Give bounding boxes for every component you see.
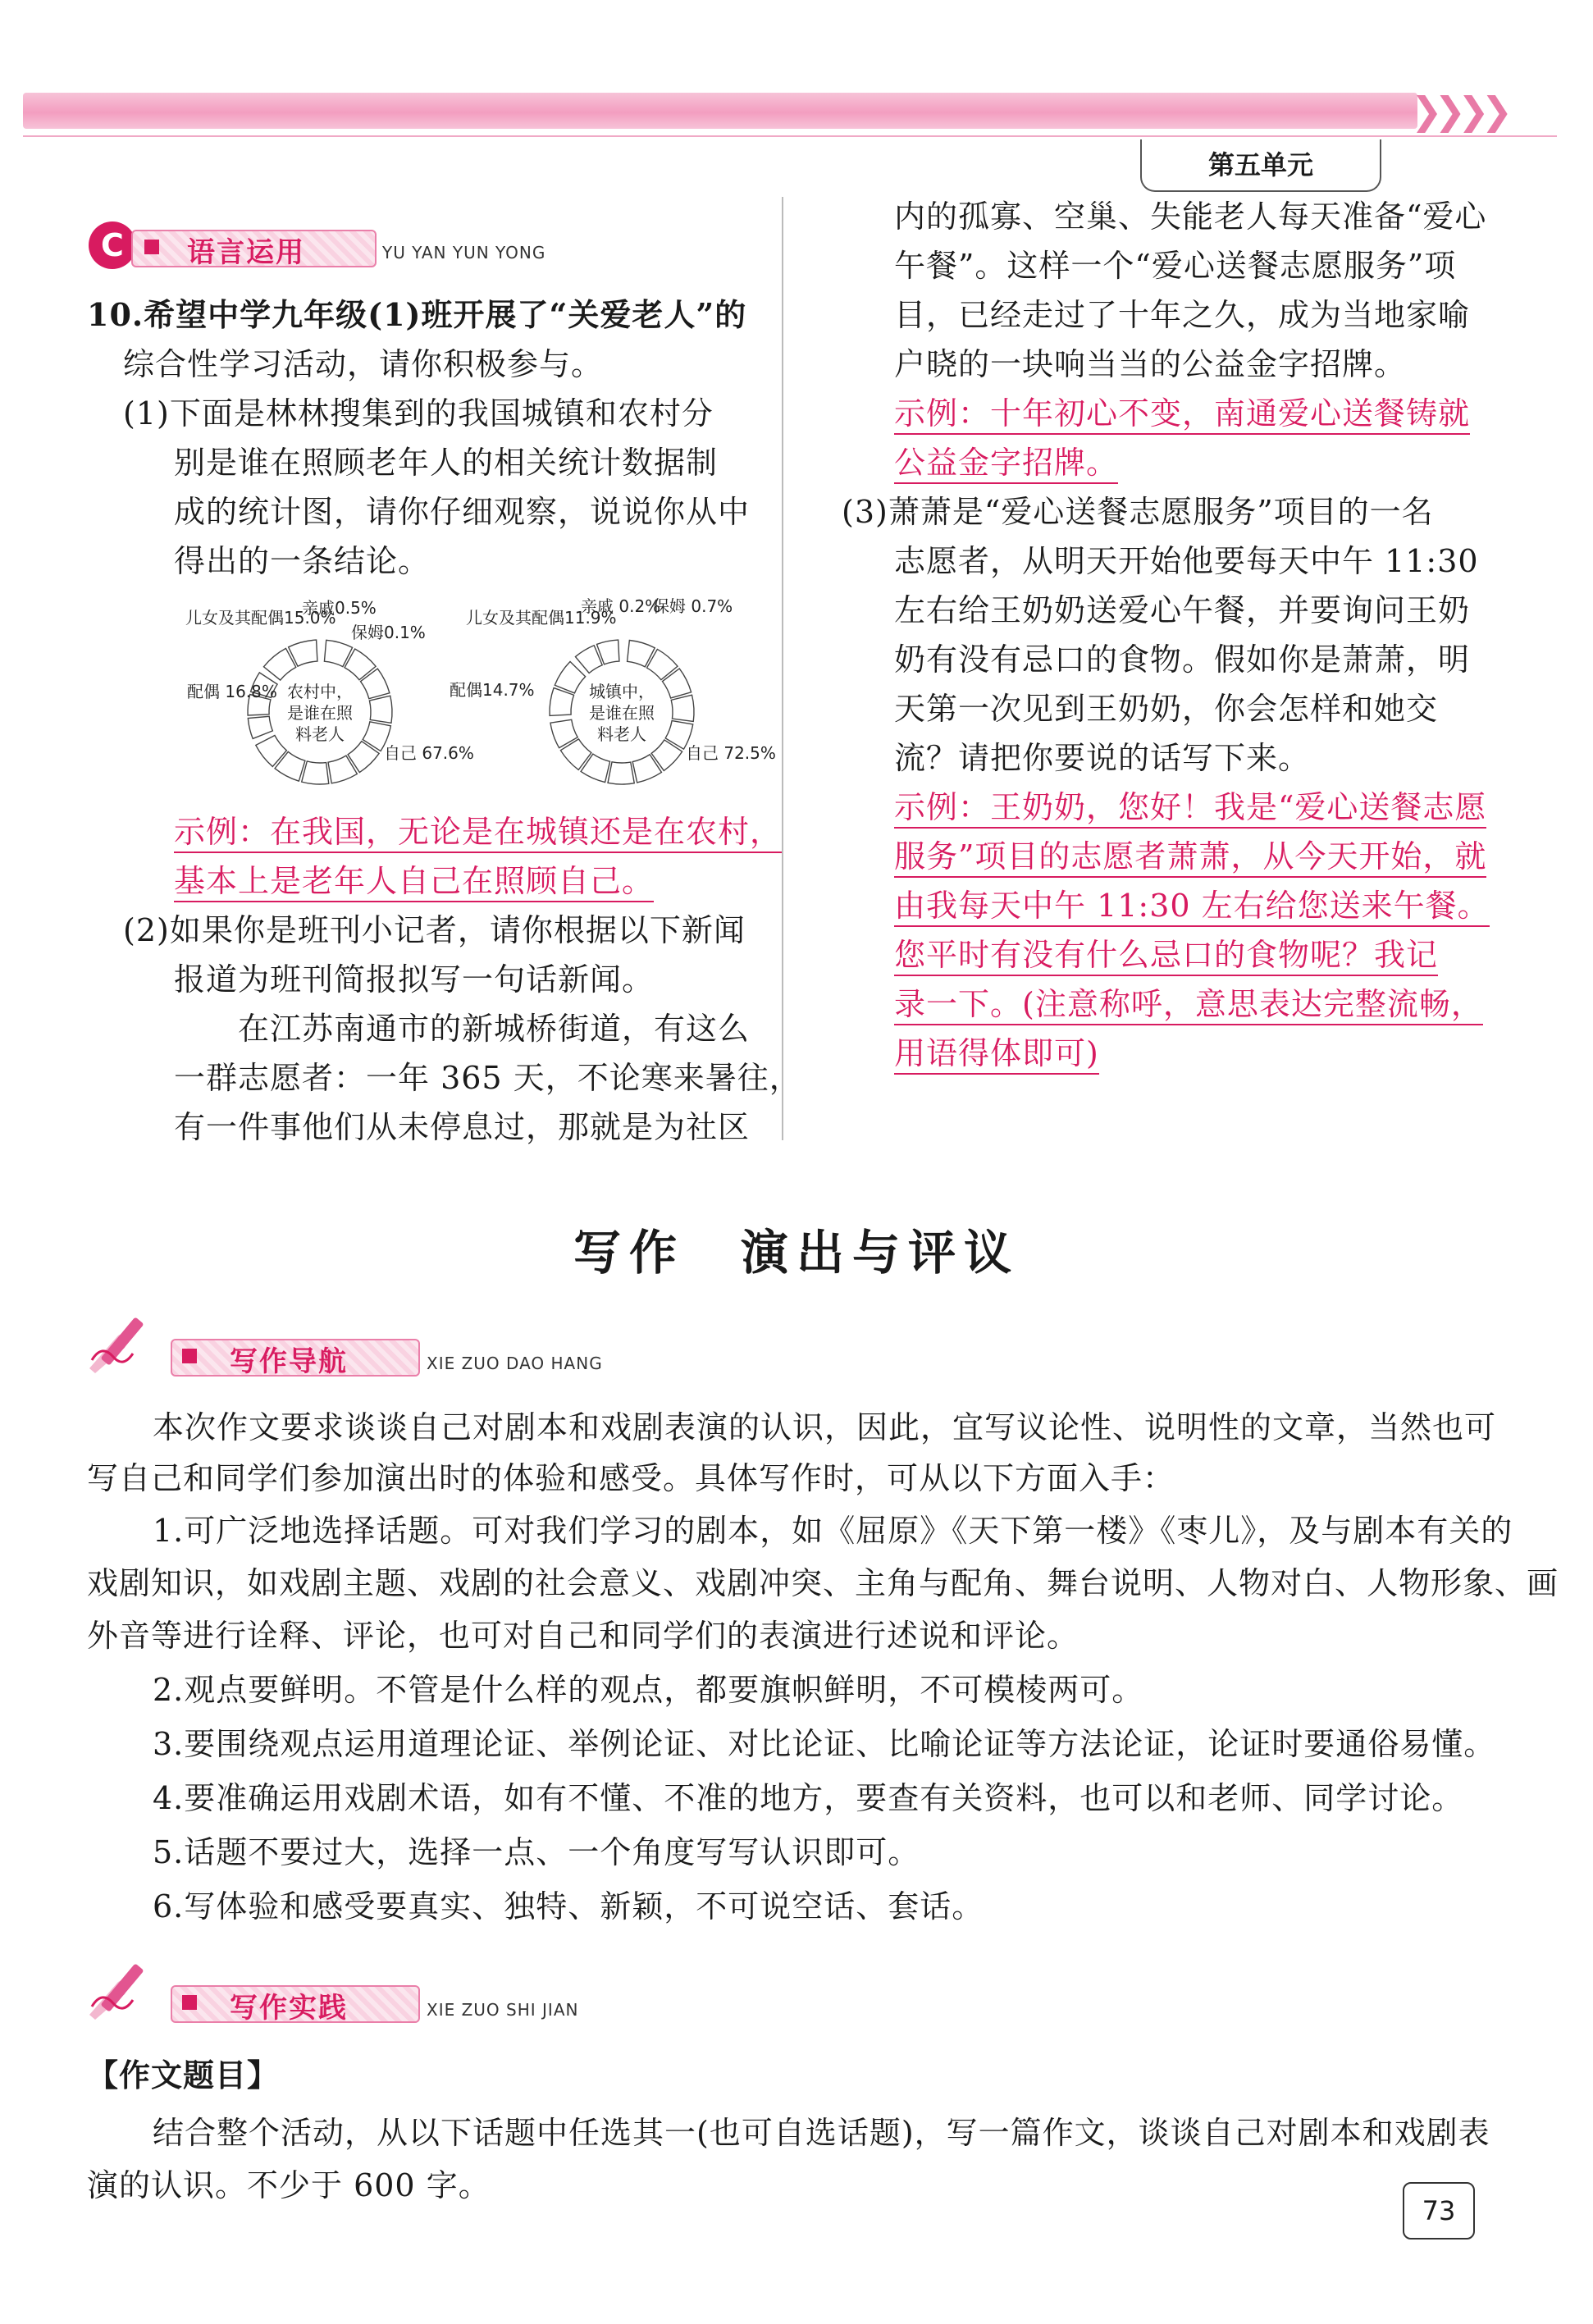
guide-line-4: 戏剧知识，如戏剧主题、戏剧的社会意义、戏剧冲突、主角与配角、舞台说明、人物对白、人物形象、画 [87,1565,1559,1601]
guide-line-9: 5.话题不要过大，选择一点、一个角度写写认识即可。 [153,1834,920,1870]
guide-tag-label: 写作导航 [230,1345,348,1378]
urban-center-label-2: 是谁在照 [589,703,655,723]
urban-donut-chart [450,591,776,804]
q10-p1-line-3: 成的统计图，请你仔细观察，说说你从中 [174,494,751,530]
column-divider [782,197,783,1140]
q10-p3-answer-4 [894,930,1438,979]
q10-p3-line-5: 天第一次见到王奶奶，你会怎样和她交 [894,691,1439,727]
q10-p1-answer-1 [174,807,782,856]
urban-center-label-3: 料老人 [597,724,646,744]
urban-label-relatives: 亲戚 0.2% [581,596,661,616]
news-right-line-1: 内的孤寡、空巢、失能老人每天准备“爱心 [894,199,1487,235]
q10-p2-line-2: 报道为班刊简报拟写一句话新闻。 [174,961,655,998]
guide-tag-pinyin: XIE ZUO DAO HANG [427,1354,603,1373]
q10-p3-line-4: 奶有没有忌口的食物。假如你是萧萧，明 [894,641,1471,678]
practice-tag-square [182,1995,197,2010]
q10-p1-answer-2 [174,856,654,906]
q10-p3-answer-6-text: 用语得体即可) [894,1035,1099,1075]
chevron-right-icon: ❯❯❯❯ [1411,89,1505,133]
rural-slice-1-block-0 [248,716,272,738]
topic-line-2: 演的认识。不少于 600 字。 [87,2167,491,2203]
q10-p3-answer-1-text: 示例：王奶奶，您好！我是“爱心送餐志愿 [894,789,1486,829]
q10-p1-line-1: (1)下面是林林搜集到的我国城镇和农村分 [123,395,714,431]
rural-donut-chart [164,591,474,804]
q10-p3-answer-6 [894,1029,1099,1078]
q10-p2-answer-1-text: 示例：十年初心不变，南通爱心送餐铸就 [894,395,1470,435]
urban-slice-1-block-0 [550,688,574,716]
q10-line-1: 10.希望中学九年级(1)班开展了“关爱老人”的 [87,296,747,333]
section-tag-pinyin: YU YAN YUN YONG [382,243,546,263]
urban-label-children: 儿女及其配偶11.9% [466,608,617,628]
q10-p1-line-4: 得出的一条结论。 [174,543,431,579]
header-band [23,93,1417,129]
q10-p3-answer-5-text: 录一下。(注意称呼，意思表达完整流畅， [894,986,1483,1025]
q10-p3-answer-2 [894,832,1486,881]
q10-p3-line-3: 左右给王奶奶送爱心午餐，并要询问王奶 [894,592,1471,628]
guide-line-10: 6.写体验和感受要真实、独特、新颖，不可说空话、套话。 [153,1888,984,1924]
urban-slice-1-block-1 [555,662,585,693]
q10-line-2: 综合性学习活动，请你积极参与。 [123,346,604,382]
urban-center-label-1: 城镇中， [589,682,655,701]
section-tag-label: 语言运用 [187,236,305,269]
q10-p3-answer-5 [894,979,1483,1029]
pencil-icon [85,1311,176,1377]
rural-label-spouse: 配偶 16.8% [187,682,277,701]
guide-line-7: 3.要围绕观点运用道理论证、举例论证、对比论证、比喻论证等方法论证，论证时要通俗易懂。 [153,1726,1496,1762]
q10-p3-line-2: 志愿者，从明天开始他要每天中午 11:30 [894,543,1479,579]
rural-label-relatives: 亲戚0.5% [302,598,377,618]
q10-p1-line-2: 别是谁在照顾老年人的相关统计数据制 [174,445,719,481]
news-right-line-4: 户晓的一块响当当的公益金字招牌。 [894,346,1407,382]
guide-line-5: 外音等进行诠释、评论，也可对自己和同学们的表演进行述说和评论。 [87,1618,1079,1654]
q10-p3-answer-3 [894,881,1490,930]
urban-slice-0-block-7 [608,762,634,784]
rural-label-nanny: 保姆0.1% [351,623,426,642]
practice-tag-label: 写作实践 [230,1992,348,2025]
q10-p3-answer-3-text: 由我每天中午 11:30 左右给您送来午餐。 [894,888,1490,927]
q10-p3-answer-1 [894,783,1486,832]
rural-label-self: 自己 67.6% [384,743,474,763]
page-number: 73 [1403,2182,1475,2240]
q10-p1-answer-1-text: 示例：在我国，无论是在城镇还是在农村， [174,814,782,853]
q10-p2-line-1: (2)如果你是班刊小记者，请你根据以下新闻 [123,912,746,948]
rural-center-label-1: 农村中， [287,682,353,701]
practice-tag-pinyin: XIE ZUO SHI JIAN [427,2000,579,2020]
pencil-icon [85,1957,176,2023]
rural-slice-0-block-7 [302,761,329,784]
rural-slice-0-block-3 [369,696,392,723]
section-letter-badge: C [89,221,136,269]
urban-label-spouse: 配偶14.7% [450,680,535,700]
urban-label-self: 自己 72.5% [686,743,776,763]
writing-title: 写作 演出与评议 [573,1225,1020,1281]
header-rule [23,135,1557,137]
section-tag-square [144,240,159,254]
guide-line-2: 写自己和同学们参加演出时的体验和感受。具体写作时，可从以下方面入手： [87,1460,1175,1496]
news-line-3: 有一件事他们从未停息过，那就是为社区 [174,1109,751,1145]
rural-label-children: 儿女及其配偶15.0% [185,608,336,628]
q10-p2-answer-2-text: 公益金字招牌。 [894,445,1118,484]
guide-line-3: 1.可广泛地选择话题。可对我们学习的剧本，如《屈原》《天下第一楼》《枣儿》，及与剧本有关的 [153,1513,1513,1549]
news-line-1: 在江苏南通市的新城桥街道，有这么 [238,1011,751,1047]
news-right-line-3: 目，已经走过了十年之久，成为当地家喻 [894,297,1471,333]
urban-label-nanny: 保姆 0.7% [653,596,733,616]
q10-p1-answer-2-text: 基本上是老年人自己在照顾自己。 [174,863,654,902]
q10-p3-line-1: (3)萧萧是“爱心送餐志愿服务”项目的一名 [842,494,1434,530]
news-right-line-2: 午餐”。这样一个“爱心送餐志愿服务”项 [894,248,1457,284]
unit-label: 第五单元 [1140,139,1381,192]
rural-center-label-3: 料老人 [295,724,345,744]
news-line-2: 一群志愿者：一年 365 天，不论寒来暑往， [174,1060,801,1096]
guide-line-1: 本次作文要求谈谈自己对剧本和戏剧表演的认识，因此，宜写议论性、说明性的文章，当然也可 [153,1409,1497,1445]
rural-center-label-2: 是谁在照 [287,703,353,723]
q10-p3-line-6: 流？请把你要说的话写下来。 [894,740,1311,776]
topic-header: 【作文题目】 [87,2057,280,2093]
q10-p3-answer-4-text: 您平时有没有什么忌口的食物呢？我记 [894,937,1438,976]
guide-line-8: 4.要准确运用戏剧术语，如有不懂、不准的地方，要查有关资料，也可以和老师、同学讨论。 [153,1780,1464,1816]
q10-p2-answer-1 [894,389,1470,438]
urban-slice-0-block-3 [671,695,694,721]
guide-line-6: 2.观点要鲜明。不管是什么样的观点，都要旗帜鲜明，不可模棱两可。 [153,1672,1144,1708]
topic-line-1: 结合整个活动，从以下话题中任选其一(也可自选话题)，写一篇作文，谈谈自己对剧本和戏剧表 [153,2115,1490,2151]
q10-p2-answer-2 [894,438,1118,487]
q10-p3-answer-2-text: 服务”项目的志愿者萧萧，从今天开始，就 [894,838,1486,878]
guide-tag-square [182,1349,197,1363]
